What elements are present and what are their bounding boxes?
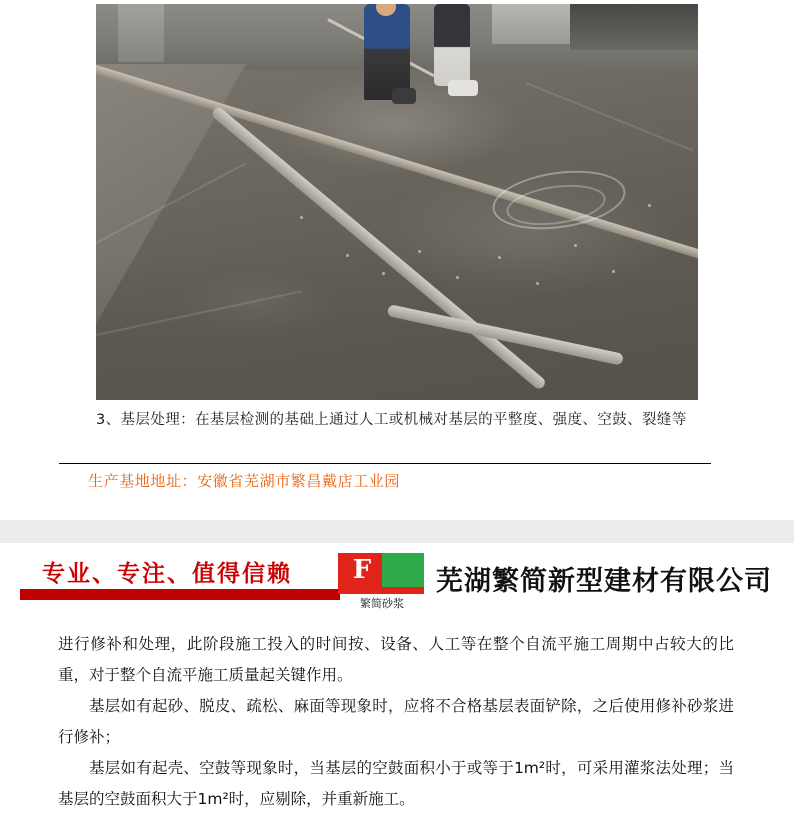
photo-speck: [382, 272, 385, 275]
paragraph-2: 基层如有起砂、脱皮、疏松、麻面等现象时，应将不合格基层表面铲除，之后使用修补砂浆进行修补；: [58, 697, 734, 746]
logo-green-block: [376, 553, 424, 587]
photo-speck: [498, 256, 501, 259]
footer-divider: [59, 463, 711, 464]
photo-worker: [434, 4, 470, 86]
photo-canvas: [96, 4, 698, 400]
company-logo: [336, 549, 430, 611]
page-two-top: [0, 543, 794, 809]
photo-speck: [418, 250, 421, 253]
paragraph-1: 进行修补和处理，此阶段施工投入的时间按、设备、人工等在整个自流平施工周期中占较大的比重，对于整个自流平施工质量起关键作用。: [58, 635, 734, 684]
photo-floor-seam: [526, 82, 694, 151]
photo-worker-boot: [392, 88, 416, 104]
photo-worker: [364, 4, 410, 100]
construction-photo: [96, 4, 698, 400]
photo-speck: [612, 270, 615, 273]
logo-letter: F: [352, 555, 372, 585]
photo-worker-boot: [448, 80, 478, 96]
paragraph-3: 基层如有起壳、空鼓等现象时，当基层的空鼓面积小于或等于1m²时，可采用灌浆法处理；当基层的空鼓面积大于1m²时，应剔除，并重新施工。: [58, 759, 734, 808]
photo-dark-wall: [570, 4, 698, 50]
photo-speck: [456, 276, 459, 279]
logo-caption: 繁简砂浆: [360, 597, 404, 610]
figure-caption: 3、基层处理：在基层检测的基础上通过人工或机械对基层的平整度、强度、空鼓、裂缝等: [96, 412, 687, 428]
photo-pillar: [118, 4, 164, 62]
company-slogan: 专业、专注、值得信赖: [42, 560, 292, 587]
header-red-bar: [20, 589, 340, 600]
photo-speck: [648, 204, 651, 207]
company-name: 芜湖繁简新型建材有限公司: [436, 566, 772, 597]
photo-speck: [574, 244, 577, 247]
page-break-gap: [0, 520, 794, 543]
photo-speck: [300, 216, 303, 219]
photo-floor-shadow: [96, 254, 698, 400]
photo-speck: [536, 282, 539, 285]
company-header: [0, 543, 794, 615]
photo-speck: [346, 254, 349, 257]
body-text: [58, 629, 734, 815]
production-base-address: 生产基地地址：安徽省芜湖市繁昌戴店工业园: [88, 472, 401, 490]
photo-doorway: [492, 4, 570, 44]
logo-band: [338, 587, 424, 594]
